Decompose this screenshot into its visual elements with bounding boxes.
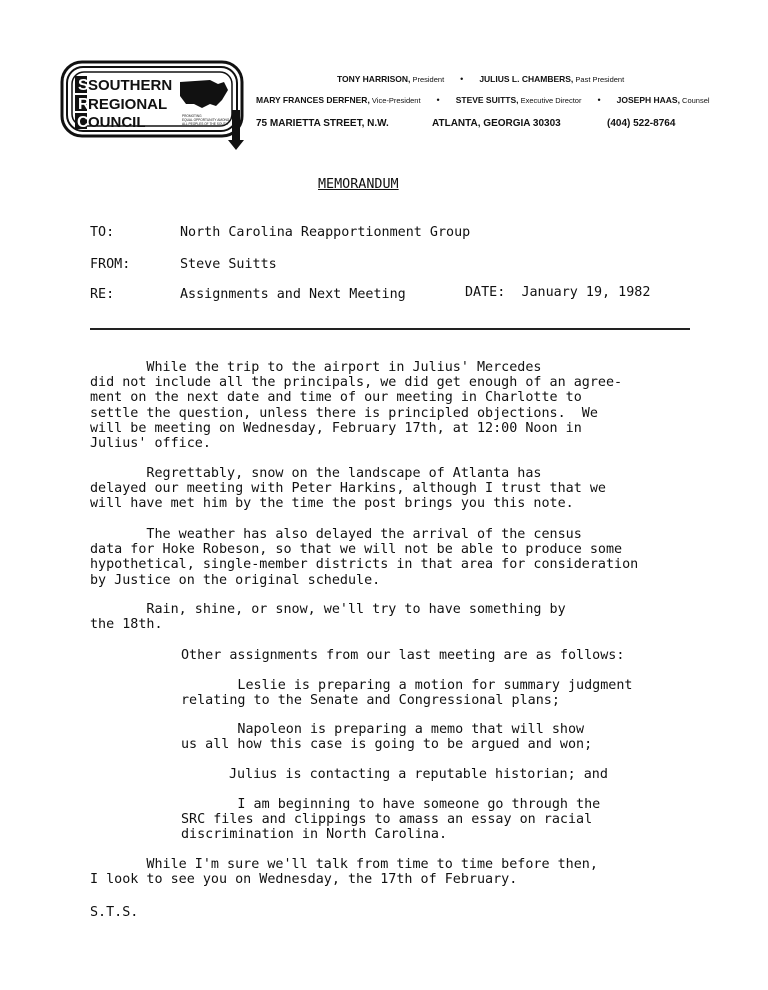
logo-line-3: OUNCIL <box>88 114 146 131</box>
us-map-icon <box>180 80 228 108</box>
logo-tagline-3: ALL PEOPLES OF THE SOUTH <box>182 122 228 126</box>
svg-text:R: R <box>78 96 90 113</box>
officer-5-title: Counsel <box>682 96 710 105</box>
phone-number: (404) 522-8764 <box>607 118 676 129</box>
date-label: DATE: <box>465 285 506 300</box>
memo-title: MEMORANDUM <box>318 177 399 192</box>
from-value: Steve Suitts <box>180 257 277 272</box>
body-paragraph-10: While I'm sure we'll talk from time to time before then, I look to see you on Wednesday, the 17th of February. <box>90 857 598 888</box>
signature: S.T.S. <box>90 905 139 920</box>
bullet: • <box>597 95 601 105</box>
date-field <box>465 285 650 300</box>
city-address: ATLANTA, GEORGIA 30303 <box>432 118 561 129</box>
logo-line-1: SOUTHERN <box>88 77 173 94</box>
logo-line-2: REGIONAL <box>88 96 168 113</box>
re-label: RE: <box>90 287 115 302</box>
to-label: TO: <box>90 225 115 240</box>
src-logo <box>60 60 252 152</box>
officers-row-2 <box>256 95 710 105</box>
bullet: • <box>460 74 464 84</box>
svg-text:C: C <box>77 114 89 131</box>
body-paragraph-4: Rain, shine, or snow, we'll try to have something by the 18th. <box>90 602 566 633</box>
to-value: North Carolina Reapportionment Group <box>180 225 471 240</box>
officer-5-name: JOSEPH HAAS, <box>616 95 680 105</box>
street-address: 75 MARIETTA STREET, N.W. <box>256 118 389 129</box>
officers-row-1 <box>337 74 624 84</box>
from-label: FROM: <box>90 257 131 272</box>
officer-2-name: JULIUS L. CHAMBERS, <box>479 74 574 84</box>
logo-tagline-1: PROMOTING <box>182 114 202 118</box>
body-paragraph-6: Leslie is preparing a motion for summary judgment relating to the Senate and Congressional plans; <box>181 678 633 709</box>
body-paragraph-5: Other assignments from our last meeting are as follows: <box>181 648 625 663</box>
officer-3-title: Vice-President <box>371 96 421 105</box>
body-paragraph-2: Regrettably, snow on the landscape of Atlanta has delayed our meeting with Peter Harkins, although I trust that we will have met him by the time the post brings you this note. <box>90 466 606 512</box>
logo-tagline-2: EQUAL OPPORTUNITY AMONG <box>182 118 230 122</box>
officer-2-title: Past President <box>575 75 625 84</box>
body-paragraph-8: Julius is contacting a reputable historian; and <box>229 767 608 782</box>
svg-text:S: S <box>78 77 89 94</box>
officer-4-name: STEVE SUITTS, <box>455 95 519 105</box>
header-divider <box>90 328 690 330</box>
body-paragraph-9: I am beginning to have someone go through the SRC files and clippings to amass an essay on racial discrimination in North Carolina. <box>181 797 601 843</box>
re-value: Assignments and Next Meeting <box>180 287 406 302</box>
officer-4-title: Executive Director <box>520 96 582 105</box>
officer-1-name: TONY HARRISON, <box>337 74 411 84</box>
officer-1-title: President <box>412 75 445 84</box>
bullet: • <box>436 95 440 105</box>
body-paragraph-3: The weather has also delayed the arrival of the census data for Hoke Robeson, so that we will not be able to produce some hypothetical, single-member districts in that area for consideration by Justice on the original schedule. <box>90 527 639 588</box>
body-paragraph-7: Napoleon is preparing a memo that will show us all how this case is going to be argued and won; <box>181 722 593 753</box>
date-value: January 19, 1982 <box>521 285 651 300</box>
officer-3-name: MARY FRANCES DERFNER, <box>256 95 370 105</box>
body-paragraph-1: While the trip to the airport in Julius' Mercedes did not include all the principals, we did get enough of an agree- ment on the next date and time of our meeting in Charlotte to settle the question, unless there is principled objections. We will be meeting on Wednesday, February 17th, at 12:00 Noon in Julius' office. <box>90 360 623 452</box>
